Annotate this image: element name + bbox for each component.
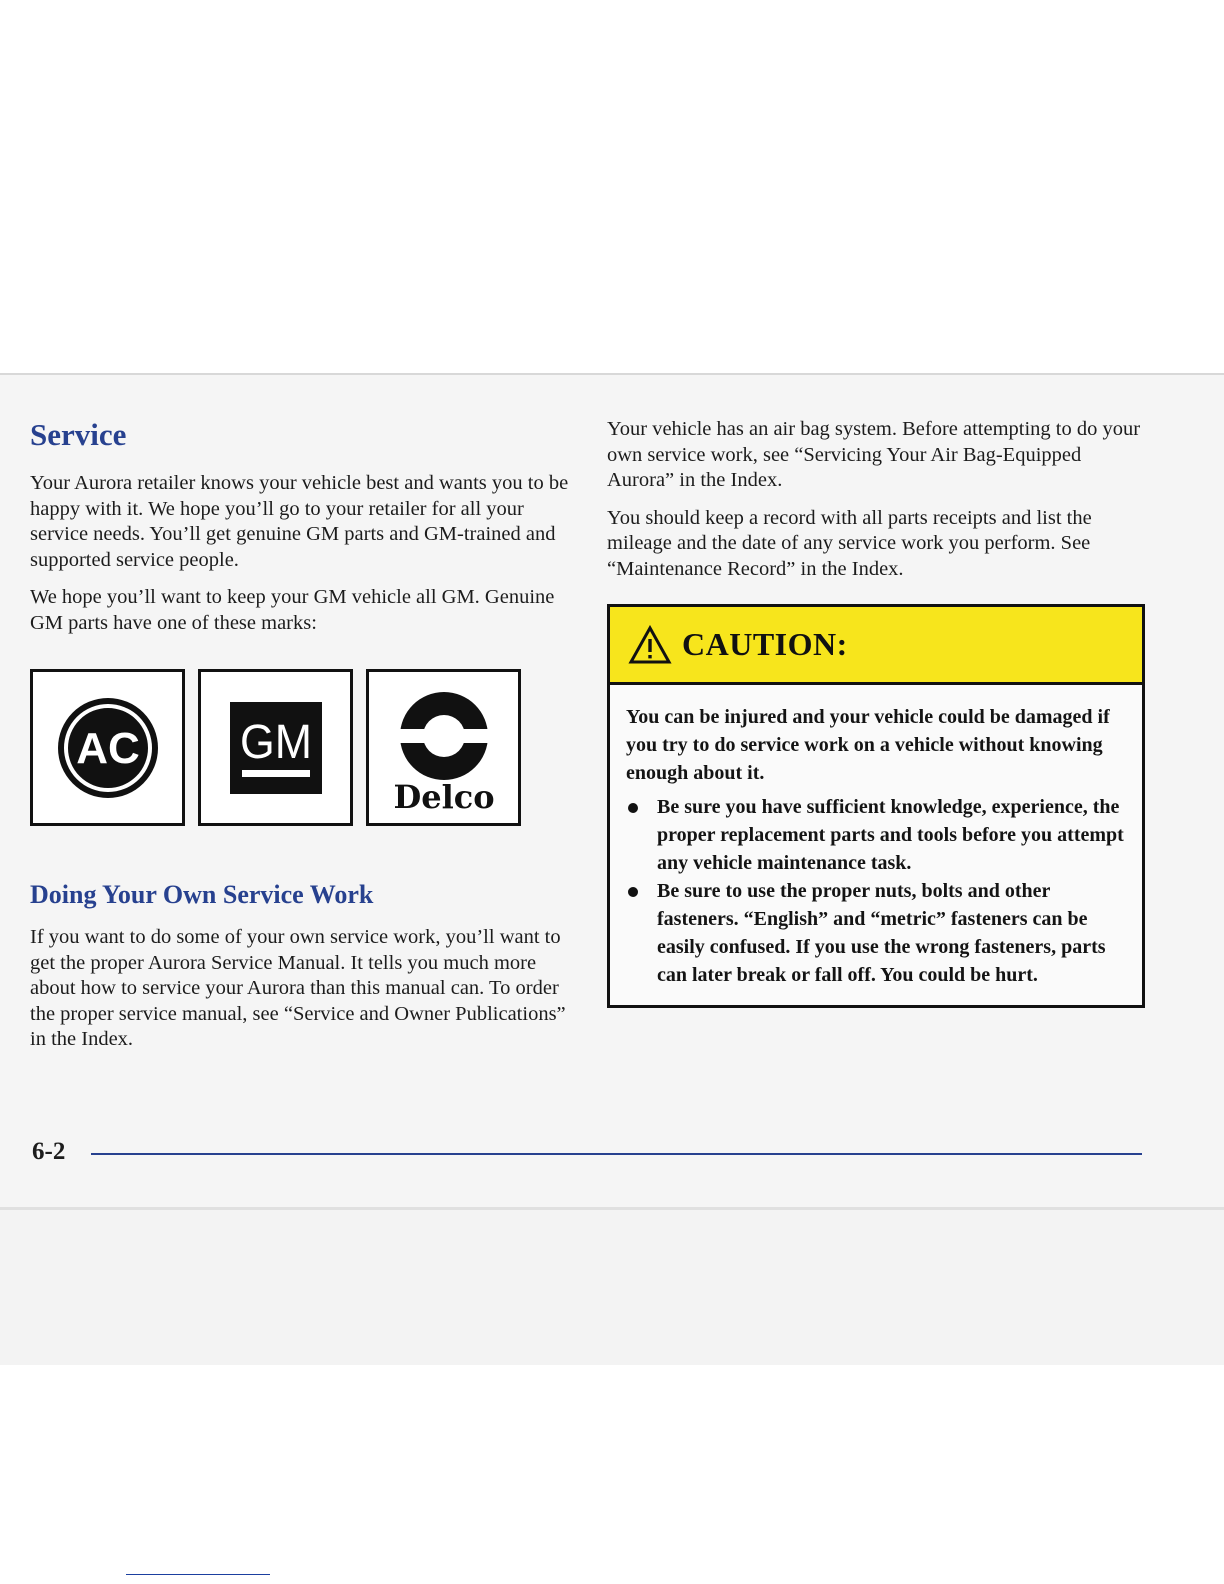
service-heading: Service: [30, 417, 127, 452]
gm-logo: [198, 669, 353, 826]
air-bag-paragraph: Your vehicle has an air bag system. Before attempting to do your own service work, see “Servicing Your Air Bag-Equipped Aurora” in the Index.: [607, 418, 1141, 491]
caution-header: [610, 607, 1142, 685]
manual-page: [0, 375, 1224, 1207]
service-paragraph-2: We hope you’ll want to keep your GM vehicle all GM. Genuine GM parts have one of these marks:: [30, 586, 555, 634]
footer-rule: [91, 1153, 1142, 1155]
gm-logo-text: GM: [239, 715, 312, 769]
genuine-parts-logos: [30, 669, 570, 827]
ac-logo: [30, 669, 185, 826]
bottom-underline: [126, 1574, 270, 1575]
caution-body: [610, 685, 1142, 1005]
delco-logo-icon: [374, 678, 514, 818]
caution-bullet: Be sure to use the proper nuts, bolts and other fasteners. “English” and “metric” fasteners can be easily confused. If you use the wrong fasteners, parts can later break or fall off. You could be hurt.: [626, 877, 1126, 989]
left-column: [30, 417, 570, 1050]
gm-logo-icon: [226, 698, 326, 798]
service-paragraph-1: Your Aurora retailer knows your vehicle best and wants you to be happy with it. We hope you’ll go to your retailer for all your service needs. You’ll get genuine GM parts and GM-trained and supported service people.: [30, 472, 569, 571]
caution-title: CAUTION:: [682, 626, 848, 662]
own-work-heading: Doing Your Own Service Work: [30, 880, 374, 909]
own-work-section: [30, 879, 570, 1065]
warning-triangle-icon: [628, 625, 672, 665]
record-paragraph: You should keep a record with all parts receipts and list the mileage and the date of any service work you perform. See “Maintenance Record” in the Index.: [607, 506, 1092, 580]
ac-logo-text: AC: [75, 723, 140, 773]
own-work-paragraph: If you want to do some of your own service work, you’ll want to get the proper Aurora Service Manual. It tells you much more about how to service your Aurora than this manual can. To order the proper service manual, see “Service and Owner Publications” in the Index.: [30, 926, 566, 1050]
right-column: [607, 417, 1147, 1008]
page-shadow: [0, 1210, 1224, 1365]
caution-bullet-list: [626, 793, 1126, 989]
caution-intro: You can be injured and your vehicle could be damaged if you try to do service work on a vehicle without knowing enough about it.: [626, 706, 1110, 784]
caution-box: [607, 604, 1145, 1008]
page-number: 6-2: [32, 1138, 66, 1165]
delco-logo-text: Delco: [392, 777, 495, 816]
caution-bullet: Be sure you have sufficient knowledge, experience, the proper replacement parts and tools before you attempt any vehicle maintenance task.: [626, 793, 1126, 877]
delco-logo: [366, 669, 521, 826]
ac-logo-icon: [53, 693, 163, 803]
